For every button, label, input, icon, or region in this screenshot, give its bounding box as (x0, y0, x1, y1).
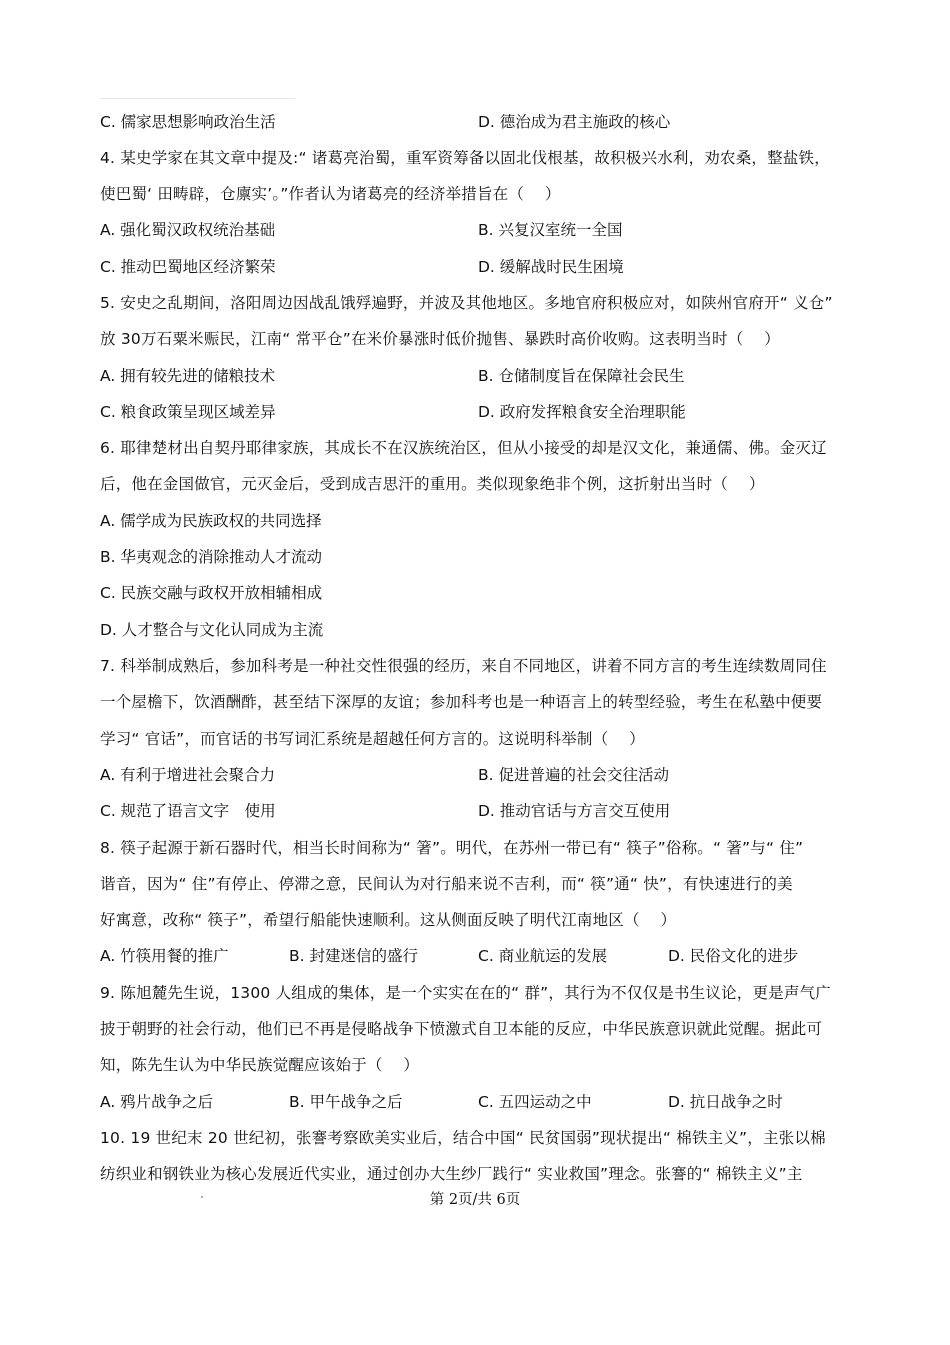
q6-option-d: D. 人才整合与文化认同成为主流 (100, 621, 324, 639)
q5-stem-line-1: 5. 安史之乱期间，洛阳周边因战乱饿殍遍野，并波及其他地区。多地官府积极应对，如陕州官府开“ 义仓” (100, 294, 833, 312)
q8-option-a: A. 竹筷用餐的推广 (100, 947, 229, 965)
q9-option-b: B. 甲午战争之后 (289, 1093, 403, 1111)
q7-stem-line-2: 一个屋檐下，饮酒酬酢，甚至结下深厚的友谊；参加科考也是一种语言上的转型经验，考生在私塾中便要 (100, 693, 823, 711)
q6-option-a: A. 儒学成为民族政权的共同选择 (100, 512, 322, 530)
q9-stem-line-2: 披于朝野的社会行动，他们已不再是侵略战争下愤激式自卫本能的反应，中华民族意识就此觉醒。据此可 (100, 1020, 823, 1038)
q8-option-d: D. 民俗文化的进步 (668, 947, 799, 965)
q3-option-c: C. 儒家思想影响政治生活 (100, 113, 276, 131)
q3-option-d: D. 德治成为君主施政的核心 (478, 113, 671, 131)
q4-option-b: B. 兴复汉室统一全国 (478, 221, 623, 239)
q7-option-b: B. 促进普遍的社会交往活动 (478, 766, 669, 784)
q8-option-b: B. 封建迷信的盛行 (289, 947, 418, 965)
q9-stem-line-1: 9. 陈旭麓先生说，1300 人组成的集体，是一个实实在在的“ 群”，其行为不仅仅是书生议论，更是声气广 (100, 984, 831, 1002)
q6-option-c: C. 民族交融与政权开放相辅相成 (100, 584, 323, 602)
q5-option-a: A. 拥有较先进的储粮技术 (100, 367, 276, 385)
q8-stem-line-1: 8. 筷子起源于新石器时代，相当长时间称为“ 箸”。明代，在苏州一带已有“ 筷子”俗称。“ 箸”与“ 住” (100, 839, 804, 857)
q4-stem-line-1: 4. 某史学家在其文章中提及:“ 诸葛亮治蜀，重军资筹备以固北伐根基，故积极兴水利，劝农桑，整盐铁， (100, 149, 830, 167)
q5-option-b: B. 仓储制度旨在保障社会民生 (478, 367, 685, 385)
q9-option-d: D. 抗日战争之时 (668, 1093, 783, 1111)
q5-option-d: D. 政府发挥粮食安全治理职能 (478, 403, 686, 421)
q7-stem-line-1: 7. 科举制成熟后，参加科考是一种社交性很强的经历，来自不同地区，讲着不同方言的考生连续数周同住 (100, 657, 827, 675)
q9-option-c: C. 五四运动之中 (478, 1093, 592, 1111)
page-number: 第 2页/共 6页 (429, 1192, 521, 1208)
q4-stem-line-2: 使巴蜀‘ 田畴辟，仓廪实’。”作者认为诸葛亮的经济举措旨在（ ） (100, 185, 561, 203)
q5-option-c: C. 粮食政策呈现区域差异 (100, 403, 276, 421)
q10-stem-line-1: 10. 19 世纪末 20 世纪初，张謇考察欧美实业后，结合中国“ 民贫国弱”现状提出“ 棉铁主义”，主张以棉 (100, 1129, 826, 1147)
q7-option-a: A. 有利于增进社会聚合力 (100, 766, 276, 784)
q9-option-a: A. 鸦片战争之后 (100, 1093, 214, 1111)
q9-stem-line-3: 知，陈先生认为中华民族觉醒应该始于（ ） (100, 1056, 420, 1074)
q6-option-b: B. 华夷观念的消除推动人才流动 (100, 548, 322, 566)
q8-stem-line-3: 好寓意，改称“ 筷子”，希望行船能快速顺利。这从侧面反映了明代江南地区（ ） (100, 911, 677, 929)
q8-option-c: C. 商业航运的发展 (478, 947, 608, 965)
q7-option-d: D. 推动官话与方言交互使用 (478, 802, 671, 820)
q4-option-c: C. 推动巴蜀地区经济繁荣 (100, 258, 276, 276)
q7-stem-line-3: 学习“ 官话”，而官话的书写词汇系统是超越任何方言的。这说明科举制（ ） (100, 730, 645, 748)
header-divider (100, 98, 295, 99)
q5-stem-line-2: 放 30万石粟米赈民，江南“ 常平仓”在米价暴涨时低价抛售、暴跌时高价收购。这表明当时（ ） (100, 330, 780, 348)
q6-stem-line-2: 后，他在金国做官，元灭金后，受到成吉思汗的重用。类似现象绝非个例，这折射出当时（ ） (100, 475, 765, 493)
q8-stem-line-2: 谐音，因为“ 住”有停止、停滞之意，民间认为对行船来说不吉利，而“ 筷”通“ 快”，有快速进行的美 (100, 875, 793, 893)
q4-option-d: D. 缓解战时民生困境 (478, 258, 624, 276)
q4-option-a: A. 强化蜀汉政权统治基础 (100, 221, 276, 239)
q10-stem-line-2: 纺织业和钢铁业为核心发展近代实业，通过创办大生纱厂践行“ 实业救国”理念。张謇的“ 棉铁主义”主 (100, 1165, 803, 1183)
q7-option-c: C. 规范了语言文字 使用 (100, 802, 276, 820)
q6-stem-line-1: 6. 耶律楚材出自契丹耶律家族，其成长不在汉族统治区，但从小接受的却是汉文化，兼通儒、佛。金灭辽 (100, 439, 827, 457)
